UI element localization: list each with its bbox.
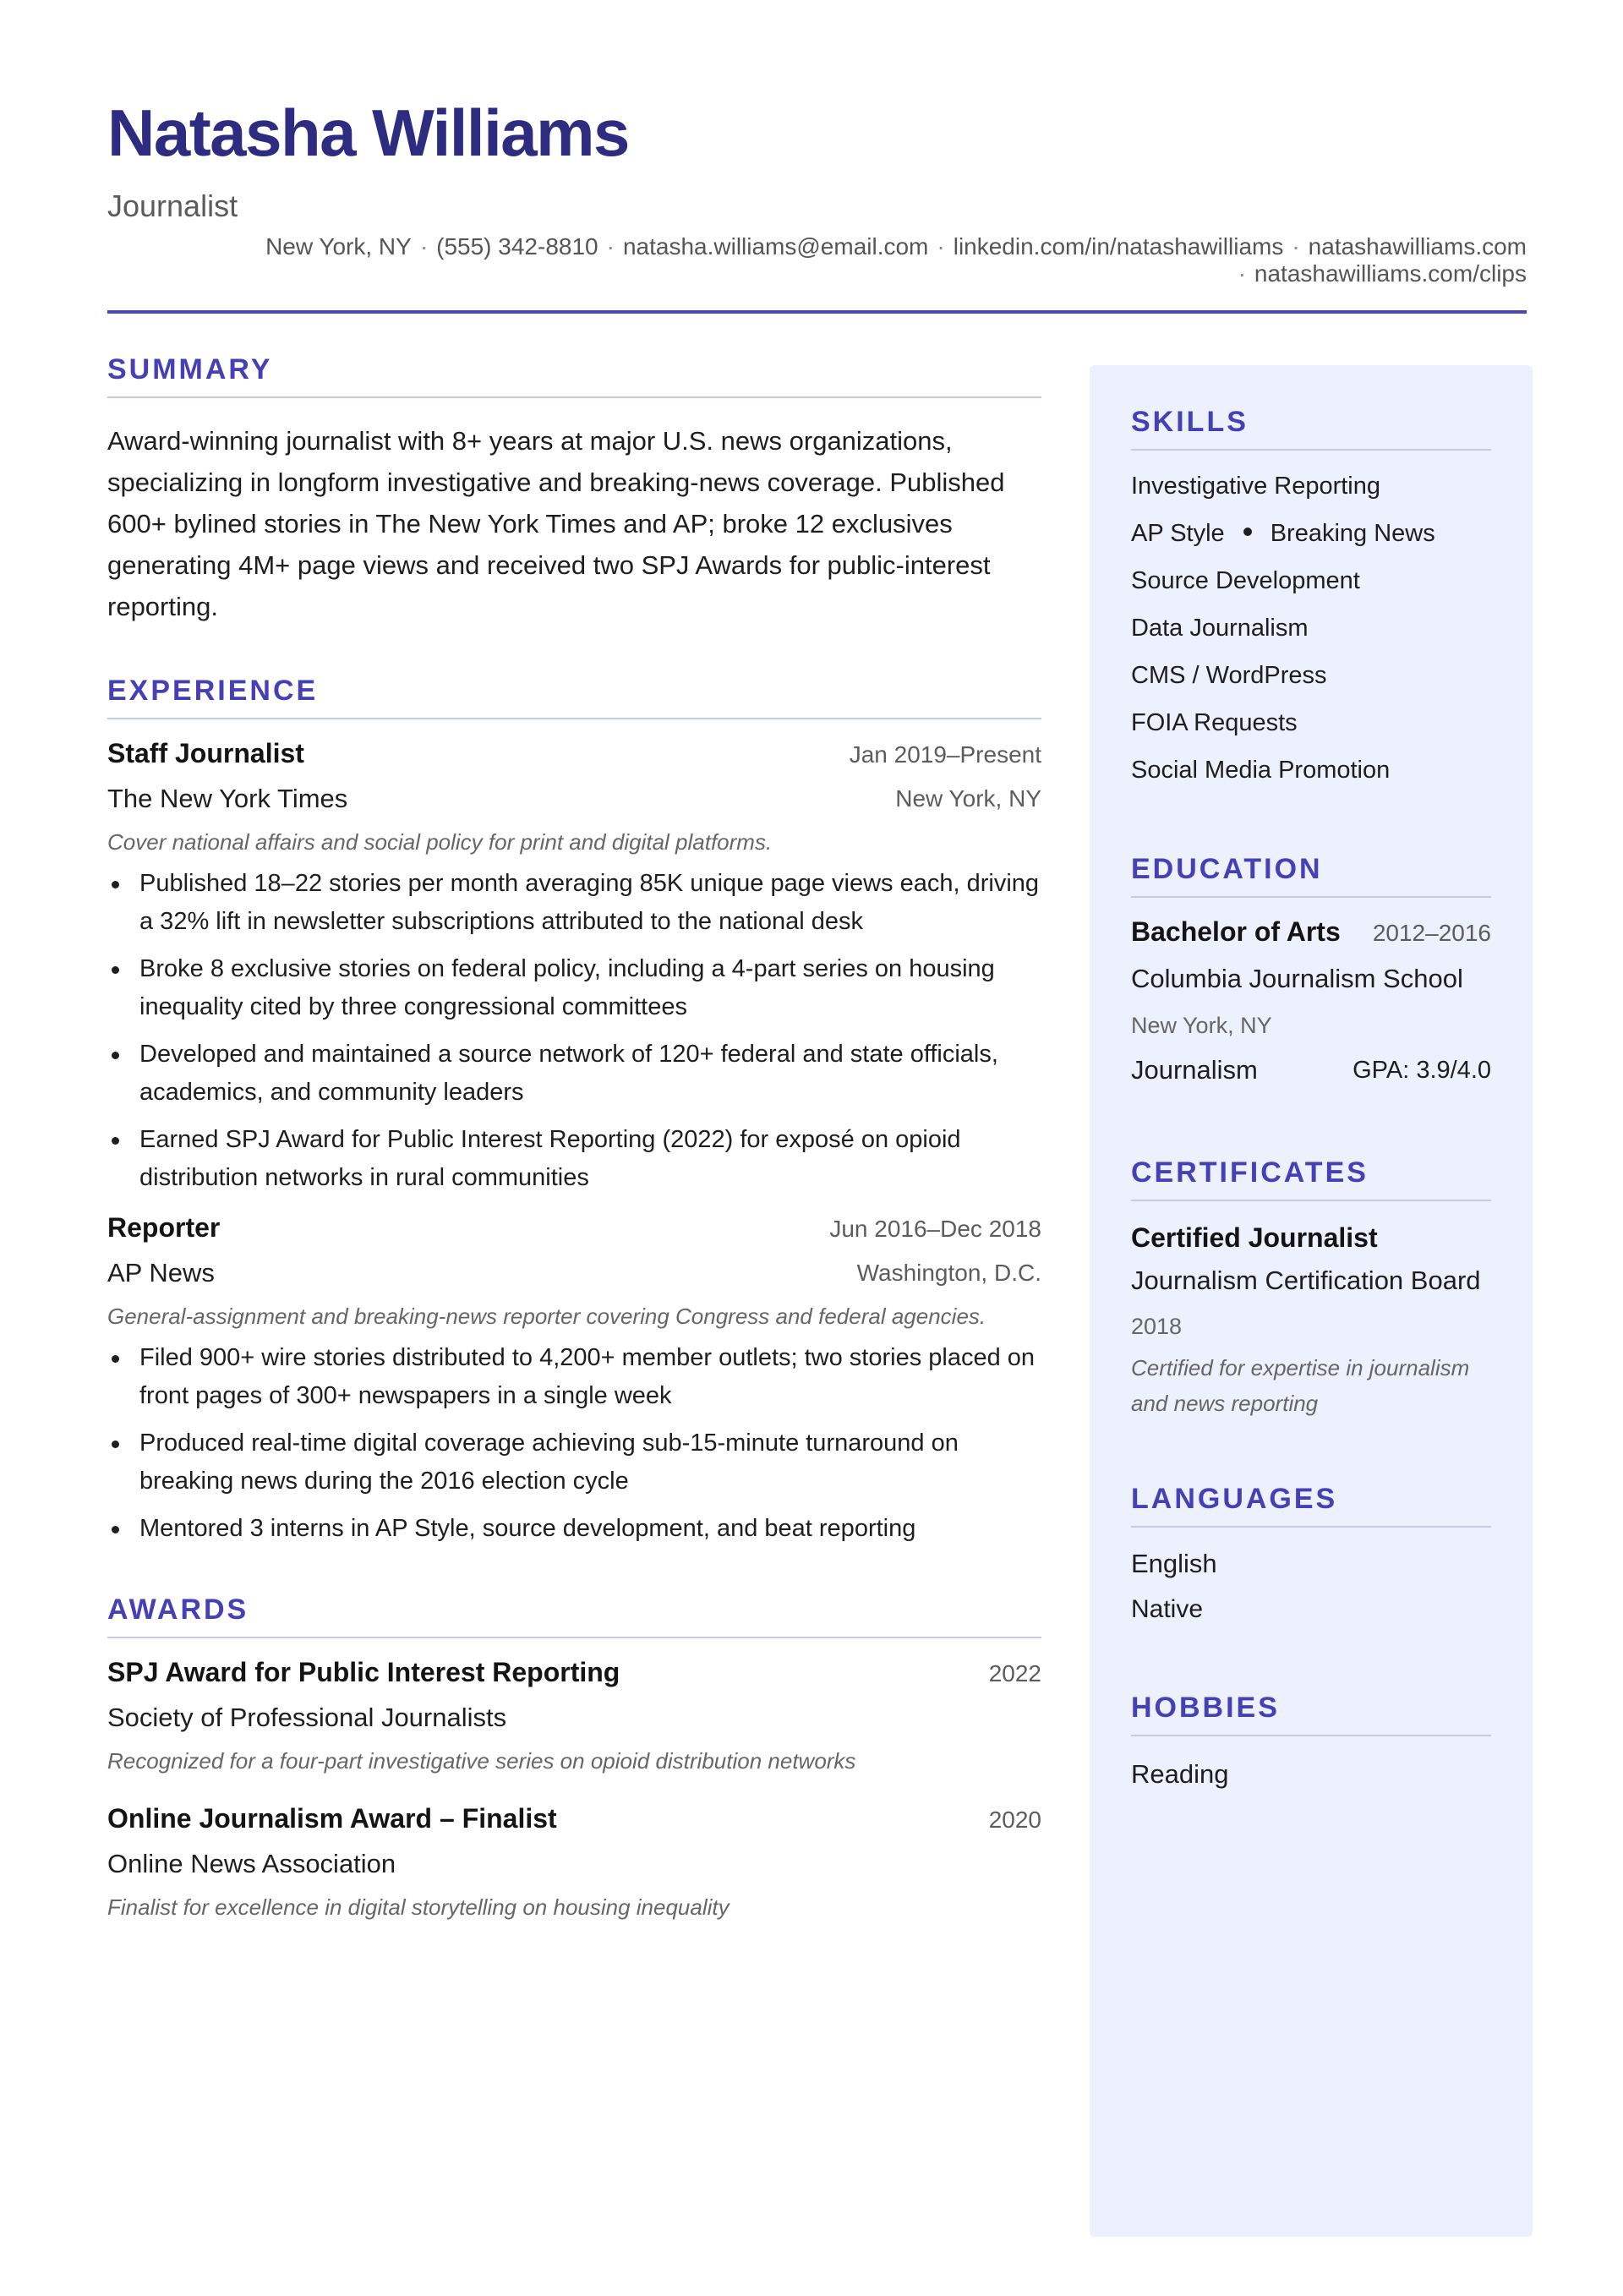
certificate-description: Certified for expertise in journalism and news reporting [1131,1355,1470,1416]
education-school: Columbia Journalism School [1131,964,1463,993]
skills-heading: SKILLS [1131,407,1491,451]
education-heading: EDUCATION [1131,855,1491,898]
job-organization: The New York Times [107,784,348,813]
job-description: General-assignment and breaking-news reporter covering Congress and federal agencies. [107,1304,986,1329]
education-section [1131,855,1491,1092]
award-year: 2022 [988,1660,1041,1686]
header-divider [107,310,1527,314]
contact-phone: (555) 342-8810 [436,233,598,260]
awards-section [107,1595,1041,1924]
award-description: Recognized for a four-part investigative series on opioid distribution networks [107,1748,856,1774]
contact-location: New York, NY [265,233,412,260]
contact-email[interactable]: natasha.williams@email.com [622,233,929,260]
award-entry [107,1803,1041,1924]
award-year: 2020 [988,1807,1041,1833]
skill-item: Source Development [1131,567,1360,594]
skill-row [1131,510,1491,557]
skill-item: Breaking News [1270,520,1435,547]
language-level: Native [1131,1595,1204,1623]
job-bullet: Mentored 3 interns in AP Style, source development, and beat reporting [107,1510,1041,1548]
awards-heading: AWARDS [107,1595,1041,1638]
summary-heading: SUMMARY [107,355,1041,398]
award-organization: Society of Professional Journalists [107,1703,507,1732]
job-bullet: Developed and maintained a source network of 120+ federal and state officials, academics, and community leaders [107,1036,1041,1112]
contact-linkedin[interactable]: linkedin.com/in/natashawilliams [953,233,1284,260]
experience-section [107,676,1041,1548]
contact-separator: · [606,233,615,260]
certificates-section [1131,1158,1491,1421]
languages-section [1131,1484,1491,1632]
job-location: Washington, D.C. [856,1260,1041,1286]
education-field: Journalism [1131,1055,1258,1085]
job-entry [107,1212,1041,1548]
education-gpa: GPA: 3.9/4.0 [1352,1056,1491,1084]
summary-section [107,355,1041,627]
job-organization: AP News [107,1258,215,1287]
hobbies-heading: HOBBIES [1131,1693,1491,1736]
award-name: Online Journalism Award – Finalist [107,1803,557,1834]
job-location: New York, NY [895,785,1041,812]
skills-section [1131,407,1491,794]
skill-item: AP Style [1131,520,1225,547]
sidebar [1090,365,1533,2237]
certificate-issuer: Journalism Certification Board [1131,1266,1481,1295]
award-entry [107,1657,1041,1778]
job-description: Cover national affairs and social policy for print and digital platforms. [107,829,773,855]
job-bullet: Published 18–22 stories per month averaging 85K unique page views each, driving a 32% lift in newsletter subscriptions attributed to the national desk [107,865,1041,941]
contact-clips[interactable]: natashawilliams.com/clips [1254,260,1527,287]
job-bullet: Filed 900+ wire stories distributed to 4,200+ member outlets; two stories placed on front pages of 300+ newspapers in a single week [107,1339,1041,1415]
languages-heading: LANGUAGES [1131,1484,1491,1528]
job-dates: Jan 2019–Present [849,741,1041,768]
summary-text: Award-winning journalist with 8+ years at major U.S. news organizations, specializing in longform investigative and breaking-news coverage. Published 600+ bylined stories in The New York Times and AP; broke 12 exclusives generating 4M+ page views and received two SPJ Awards for public-interest reporting. [107,426,1005,621]
hobby-item: Reading [1131,1759,1229,1789]
job-bullets [107,1339,1041,1548]
certificates-heading: CERTIFICATES [1131,1158,1491,1201]
award-name: SPJ Award for Public Interest Reporting [107,1657,620,1687]
skill-item: CMS / WordPress [1131,662,1327,689]
award-organization: Online News Association [107,1849,396,1878]
skill-item: Data Journalism [1131,615,1309,642]
contact-website[interactable]: natashawilliams.com [1308,233,1527,260]
job-bullet: Broke 8 exclusive stories on federal policy, including a 4-part series on housing inequality cited by three congressional committees [107,950,1041,1026]
bullet-dot [1243,528,1252,536]
language-name: English [1131,1549,1217,1578]
job-bullet: Earned SPJ Award for Public Interest Reporting (2022) for exposé on opioid distribution networks in rural communities [107,1121,1041,1197]
contact-separator: · [1292,233,1300,260]
contact-info [259,233,1527,287]
education-location: New York, NY [1131,1013,1272,1038]
candidate-headline: Journalist [107,189,238,223]
award-description: Finalist for excellence in digital storytelling on housing inequality [107,1894,730,1920]
job-title: Staff Journalist [107,738,304,768]
job-bullets [107,865,1041,1197]
job-bullet: Produced real-time digital coverage achieving sub-15-minute turnaround on breaking news during the 2016 election cycle [107,1424,1041,1501]
job-entry [107,738,1041,1197]
contact-separator: · [937,233,945,260]
job-title: Reporter [107,1212,221,1243]
hobbies-section [1131,1693,1491,1797]
education-degree: Bachelor of Arts [1131,916,1341,947]
certificate-name: Certified Journalist [1131,1222,1378,1253]
contact-separator: · [1238,260,1246,287]
skill-item: FOIA Requests [1131,709,1298,736]
skill-item: Social Media Promotion [1131,757,1391,784]
certificate-year: 2018 [1131,1314,1183,1339]
job-dates: Jun 2016–Dec 2018 [829,1216,1041,1242]
contact-separator: · [419,233,429,260]
main-column [107,355,1041,1924]
candidate-name: Natasha Williams [107,96,629,170]
experience-heading: EXPERIENCE [107,676,1041,719]
skill-item: Investigative Reporting [1131,473,1380,500]
education-years: 2012–2016 [1372,920,1491,946]
